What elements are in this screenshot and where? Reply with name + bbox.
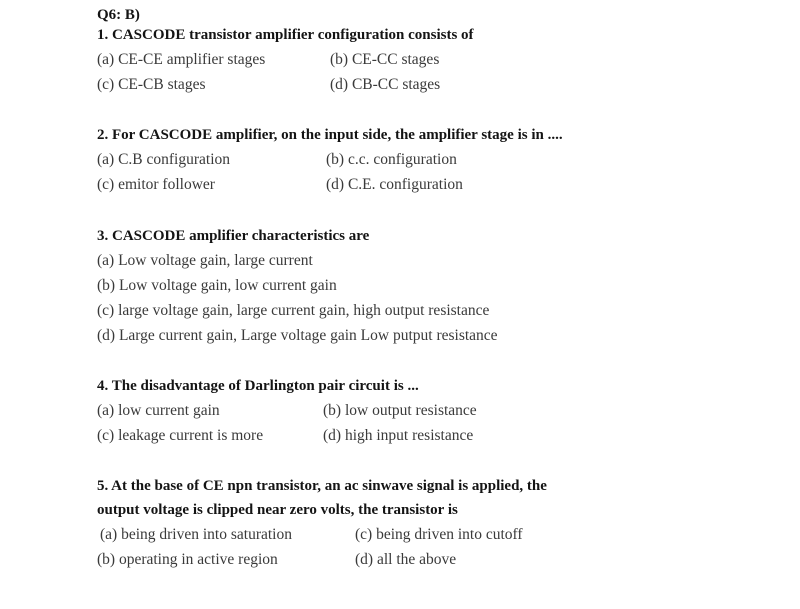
section-header: Q6: B) xyxy=(97,7,140,23)
question-4-option-a: (a) low current gain xyxy=(97,402,220,419)
question-1-option-c: (c) CE-CB stages xyxy=(97,76,206,93)
question-2-option-c: (c) emitor follower xyxy=(97,176,215,193)
question-2-option-d: (d) C.E. configuration xyxy=(326,176,463,193)
question-3-option-a: (a) Low voltage gain, large current xyxy=(97,252,313,269)
question-3-option-c: (c) large voltage gain, large current gain, high output resistance xyxy=(97,302,490,319)
question-5-option-c: (c) being driven into cutoff xyxy=(355,526,523,543)
question-5-option-a: (a) being driven into saturation xyxy=(100,526,292,543)
question-4-option-b: (b) low output resistance xyxy=(323,402,477,419)
question-3-option-b: (b) Low voltage gain, low current gain xyxy=(97,277,337,294)
question-5-option-d: (d) all the above xyxy=(355,551,457,568)
question-4-option-d: (d) high input resistance xyxy=(323,427,474,444)
question-4-prompt: 4. The disadvantage of Darlington pair circuit is ... xyxy=(97,378,419,394)
question-2-option-b: (b) c.c. configuration xyxy=(326,151,457,168)
question-1-prompt: 1. CASCODE transistor amplifier configuration consists of xyxy=(97,27,474,43)
question-1-option-d: (d) CB-CC stages xyxy=(330,76,441,93)
question-5-prompt-line-2: output voltage is clipped near zero volts, the transistor is xyxy=(97,502,458,518)
question-1-option-a: (a) CE-CE amplifier stages xyxy=(97,51,266,68)
question-5-prompt-line-1: 5. At the base of CE npn transistor, an ac sinwave signal is applied, the xyxy=(97,478,547,494)
question-2-prompt: 2. For CASCODE amplifier, on the input side, the amplifier stage is in .... xyxy=(97,127,563,143)
question-2-option-a: (a) C.B configuration xyxy=(97,151,231,168)
question-3-option-d: (d) Large current gain, Large voltage gain Low putput resistance xyxy=(97,327,498,344)
question-3-prompt: 3. CASCODE amplifier characteristics are xyxy=(97,228,370,244)
question-4-option-c: (c) leakage current is more xyxy=(97,427,264,444)
question-5-option-b: (b) operating in active region xyxy=(97,551,278,568)
question-1-option-b: (b) CE-CC stages xyxy=(330,51,440,68)
